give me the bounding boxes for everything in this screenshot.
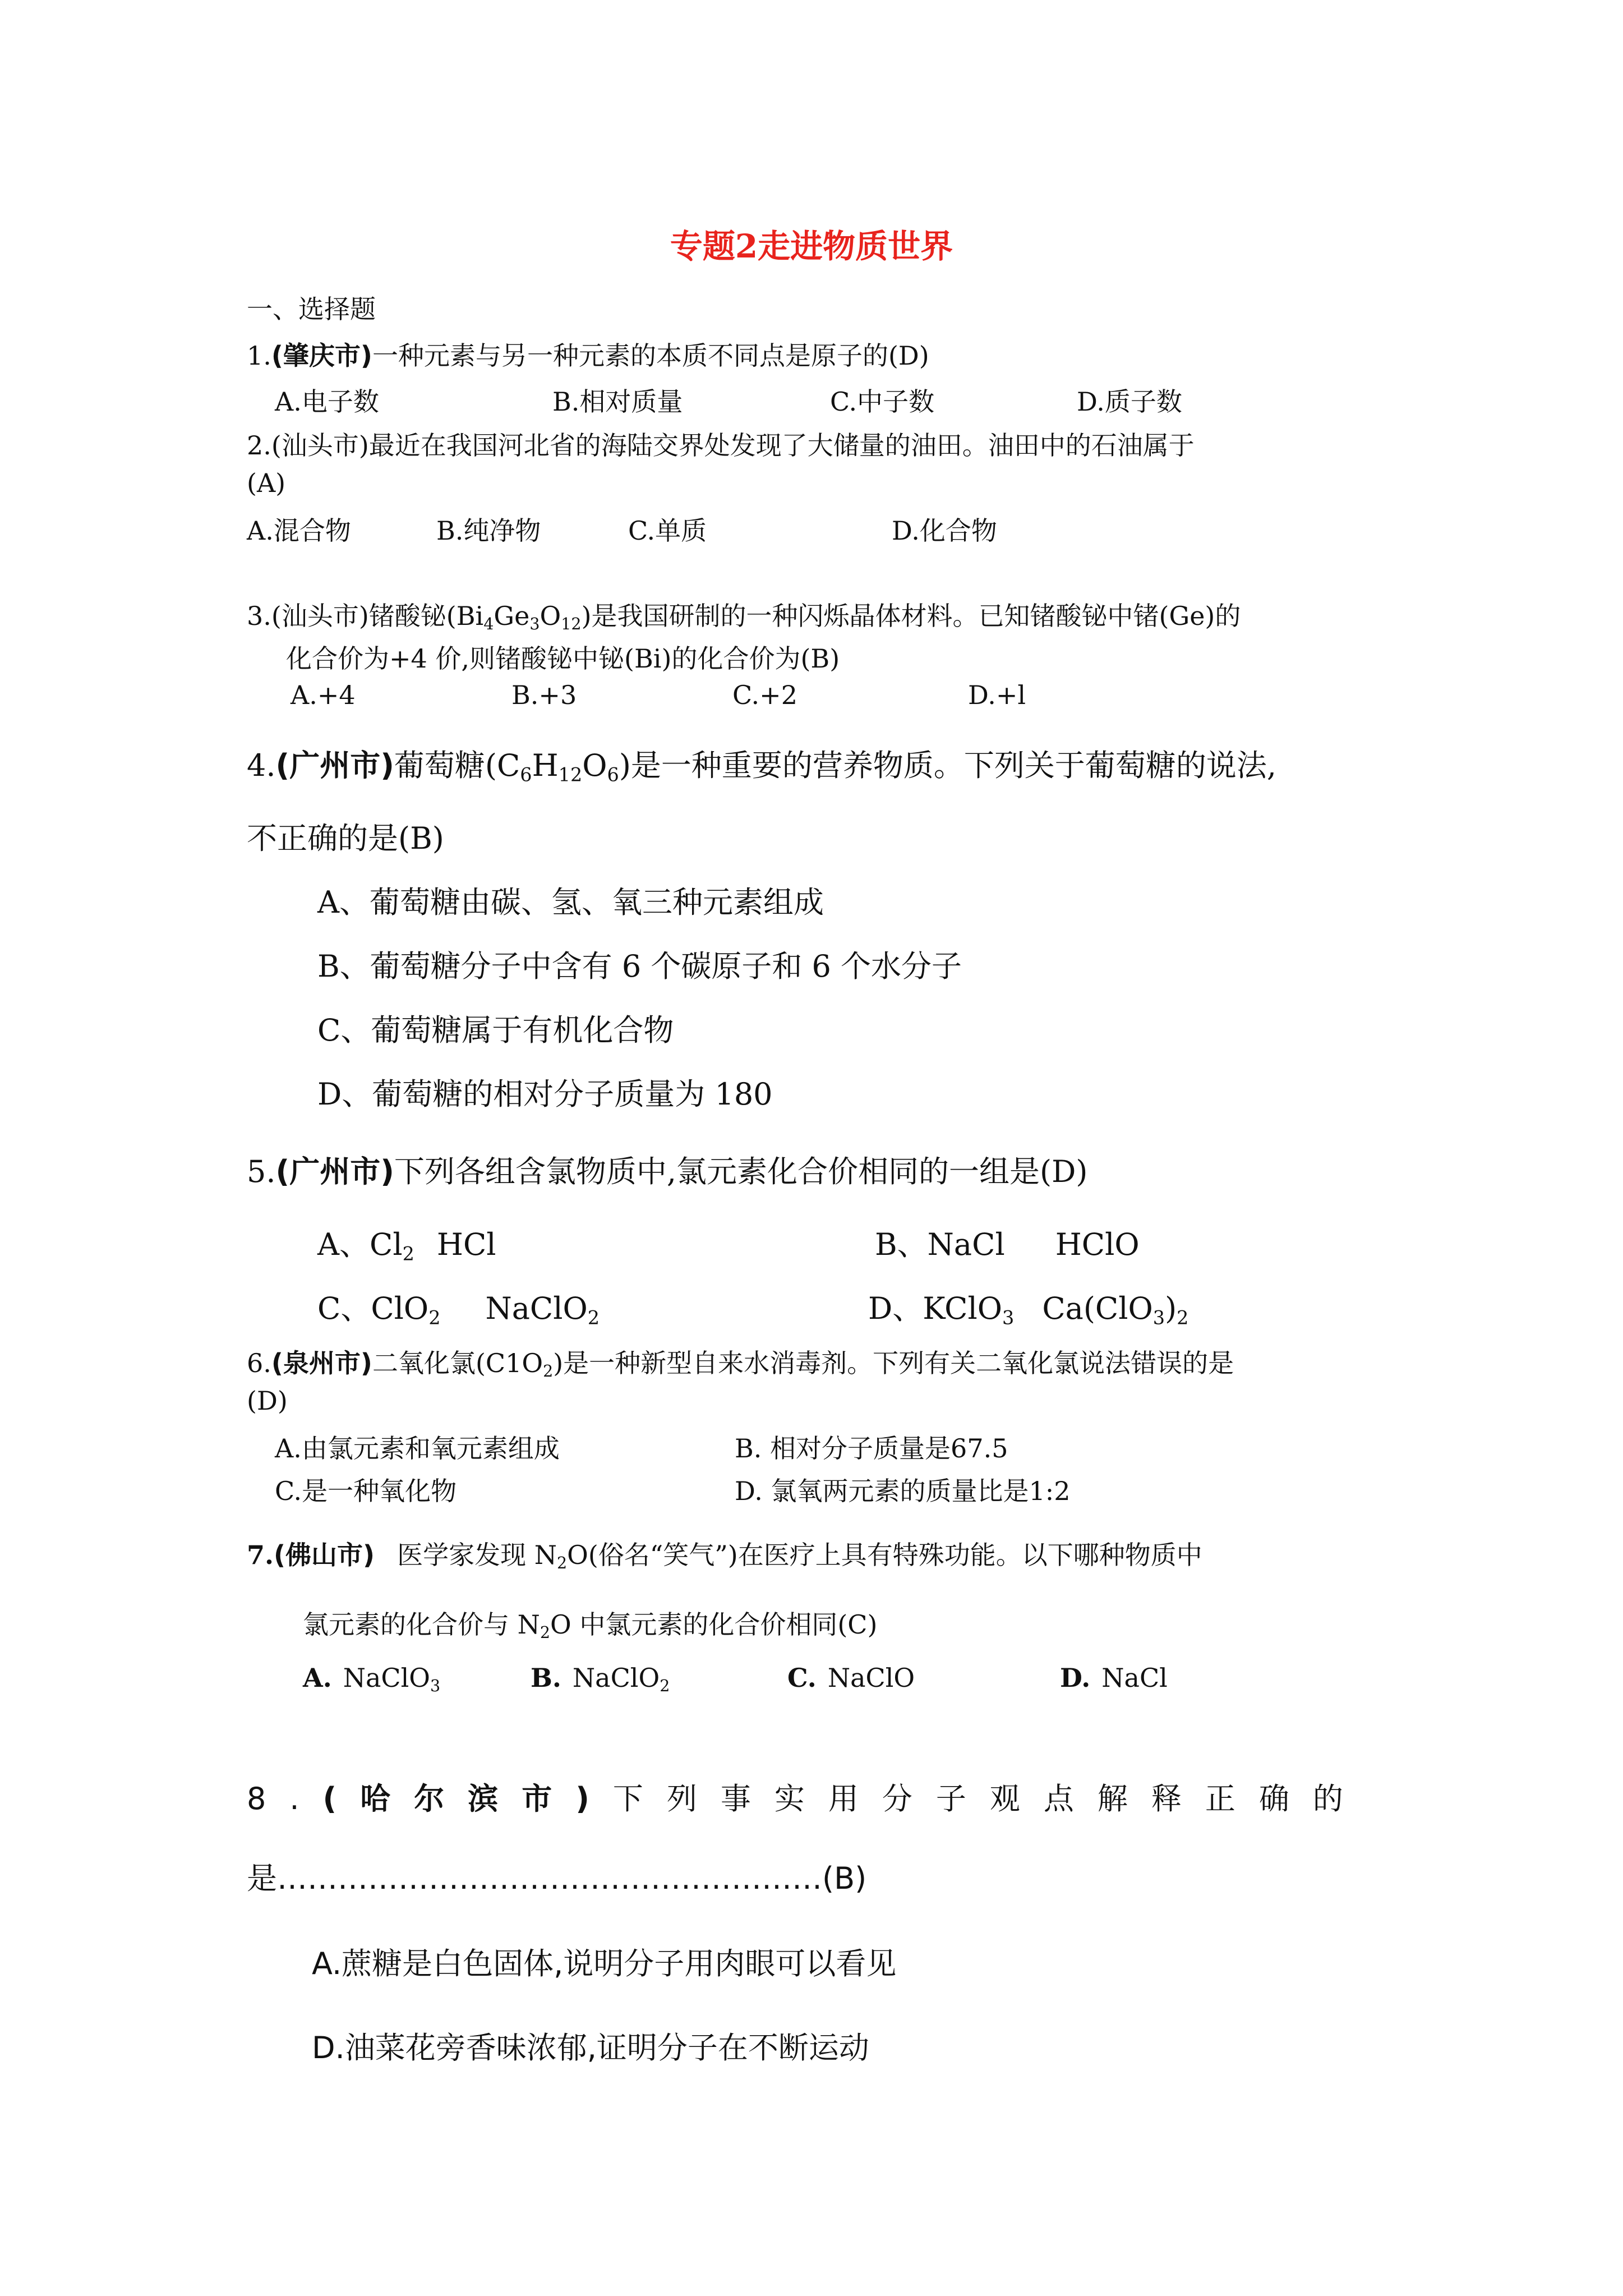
question-number: 2. [247,430,271,461]
section-heading: 一、选择题 [247,294,376,324]
option-label: D. [1060,1663,1091,1693]
q5-option-b [875,1221,1140,1264]
q2-option-d: D.化合物 [892,516,997,546]
option-label: A、Cl [317,1227,403,1262]
question-4 [247,742,1276,785]
subscript: 2 [587,1306,600,1329]
subscript: 2 [556,1553,568,1572]
question-7 [247,1535,1202,1572]
option-label: B、NaCl [875,1227,1005,1262]
q8-option-d: D.油菜花旁香味浓郁,证明分子在不断运动 [312,2030,869,2065]
question-source: (佛山市) [274,1540,375,1570]
subscript: 12 [561,614,582,633]
question-number: 5. [247,1154,276,1189]
question-text: 下列事实用分子观点解释正确的 [612,1781,1367,1816]
question-text: )是一种重要的营养物质。下列关于葡萄糖的说法, [619,748,1277,783]
option-label: C、ClO [317,1291,429,1326]
question-text: H [532,748,559,783]
question-text: 氯元素的化合价与 N [303,1609,540,1640]
question-text: O(俗名“笑气”)在医疗上具有特殊功能。以下哪种物质中 [567,1540,1202,1570]
question-source: (哈尔滨市) [322,1781,613,1816]
option-text: NaClO [827,1663,915,1693]
question-text: 最近在我国河北省的海陆交界处发现了大储量的油田。油田中的石油属于 [368,430,1195,461]
q7-option-b [531,1663,670,1693]
q4-line-2: 不正确的是(B) [247,821,444,856]
q4-option-b: B、葡萄糖分子中含有 6 个碳原子和 6 个水分子 [317,949,962,984]
question-source: (广州市) [275,1154,394,1189]
question-8 [247,1775,1367,1818]
q2-option-c: C.单质 [628,516,707,546]
question-text: O 中氯元素的化合价相同(C) [550,1609,878,1640]
subscript: 2 [402,1243,414,1265]
q2-answer: (A) [247,468,286,498]
subscript: 3 [1152,1306,1165,1329]
option-text: HCl [436,1227,496,1262]
q6-answer: (D) [247,1386,288,1416]
question-number: 4. [247,748,276,783]
subscript: 6 [607,763,619,786]
q1-option-c: C.中子数 [830,386,935,417]
question-text: 医学家发现 N [397,1540,557,1570]
q6-option-c: C.是一种氧化物 [275,1476,457,1506]
question-text: Ge [494,601,530,631]
subscript: 2 [428,1306,441,1329]
question-2 [247,425,1195,462]
question-text: 锗酸铋(Bi [368,601,484,631]
subscript: 12 [558,763,583,786]
subscript: 3 [430,1676,441,1695]
q5-option-c [317,1285,600,1328]
q1-option-b: B.相对质量 [552,386,683,417]
option-label: C. [787,1663,817,1693]
question-source: (汕头市) [271,430,369,461]
q6-option-d: D. 氯氧两元素的质量比是1:2 [735,1476,1071,1506]
option-label: A. [303,1663,332,1693]
question-source: (泉州市) [271,1348,372,1378]
q8-option-a: A.蔗糖是白色固体,说明分子用肉眼可以看见 [312,1946,897,1981]
q2-option-a: A.混合物 [247,516,351,546]
option-text: Ca(ClO [1042,1291,1153,1326]
question-text: 一种元素与另一种元素的本质不同点是原子的(D) [372,341,929,371]
q7-option-c [787,1663,915,1693]
q1-option-d: D.质子数 [1077,386,1182,417]
q3-option-a: A.+4 [291,680,356,710]
option-label: D、KClO [868,1291,1003,1326]
subscript: 2 [660,1676,670,1695]
question-source: (汕头市) [271,601,369,631]
subscript: 6 [520,763,532,786]
q7-option-d [1060,1663,1168,1693]
q4-option-d: D、葡萄糖的相对分子质量为 180 [317,1076,773,1112]
subscript: 3 [1002,1306,1015,1329]
question-number: 1. [247,341,271,371]
question-source: (广州市) [275,748,394,783]
question-text: 下列各组含氯物质中,氯元素化合价相同的一组是(D) [394,1154,1088,1189]
question-number: 8 [247,1781,290,1816]
question-text: 葡萄糖(C [394,748,520,783]
option-text: ) [1165,1291,1177,1326]
question-text: O [540,601,561,631]
q2-option-b: B.纯净物 [436,516,541,546]
subscript: 4 [483,614,494,633]
question-source: (肇庆市) [271,341,372,371]
subscript: 2 [1177,1306,1189,1329]
q5-option-a [317,1221,496,1264]
question-6 [247,1343,1234,1380]
q8-line-2: 是………………………………………………(B) [247,1861,867,1896]
question-5 [247,1148,1087,1191]
page-title: 专题2走进物质世界 [670,227,953,265]
question-text: 二氧化氯(C1O [372,1348,543,1378]
option-text: NaClO [485,1291,588,1326]
option-text: NaClO [572,1663,660,1693]
option-text: NaClO [343,1663,431,1693]
option-text: NaCl [1101,1663,1168,1693]
question-1 [247,335,929,372]
option-label: B. [531,1663,561,1693]
question-3 [247,596,1241,633]
subscript: 3 [529,614,540,633]
q3-option-d: D.+l [968,680,1026,710]
q1-option-a: A.电子数 [275,386,379,417]
q7-option-a [303,1663,440,1693]
question-number: 7. [247,1540,274,1570]
q3-option-b: B.+3 [511,680,577,710]
question-number-dot: . [289,1781,323,1816]
q4-option-a: A、葡萄糖由碳、氢、氧三种元素组成 [317,885,824,920]
q4-option-c: C、葡萄糖属于有机化合物 [317,1013,674,1048]
q7-line-2 [303,1604,877,1641]
question-text: O [582,748,607,783]
option-text: HClO [1055,1227,1140,1262]
q6-option-b: B. 相对分子质量是67.5 [735,1433,1008,1464]
question-text: )是一种新型自来水消毒剂。下列有关二氧化氯说法错误的是 [553,1348,1234,1378]
question-text: )是我国研制的一种闪烁晶体材料。已知锗酸铋中锗(Ge)的 [581,601,1241,631]
q3-line-2: 化合价为+4 价,则锗酸铋中铋(Bi)的化合价为(B) [286,643,840,674]
q6-option-a: A.由氯元素和氧元素组成 [275,1433,560,1464]
question-number: 3. [247,601,271,631]
subscript: 2 [543,1361,554,1381]
question-number: 6. [247,1348,271,1378]
q3-option-c: C.+2 [732,680,797,710]
q5-option-d [868,1285,1188,1328]
subscript: 2 [540,1623,551,1642]
